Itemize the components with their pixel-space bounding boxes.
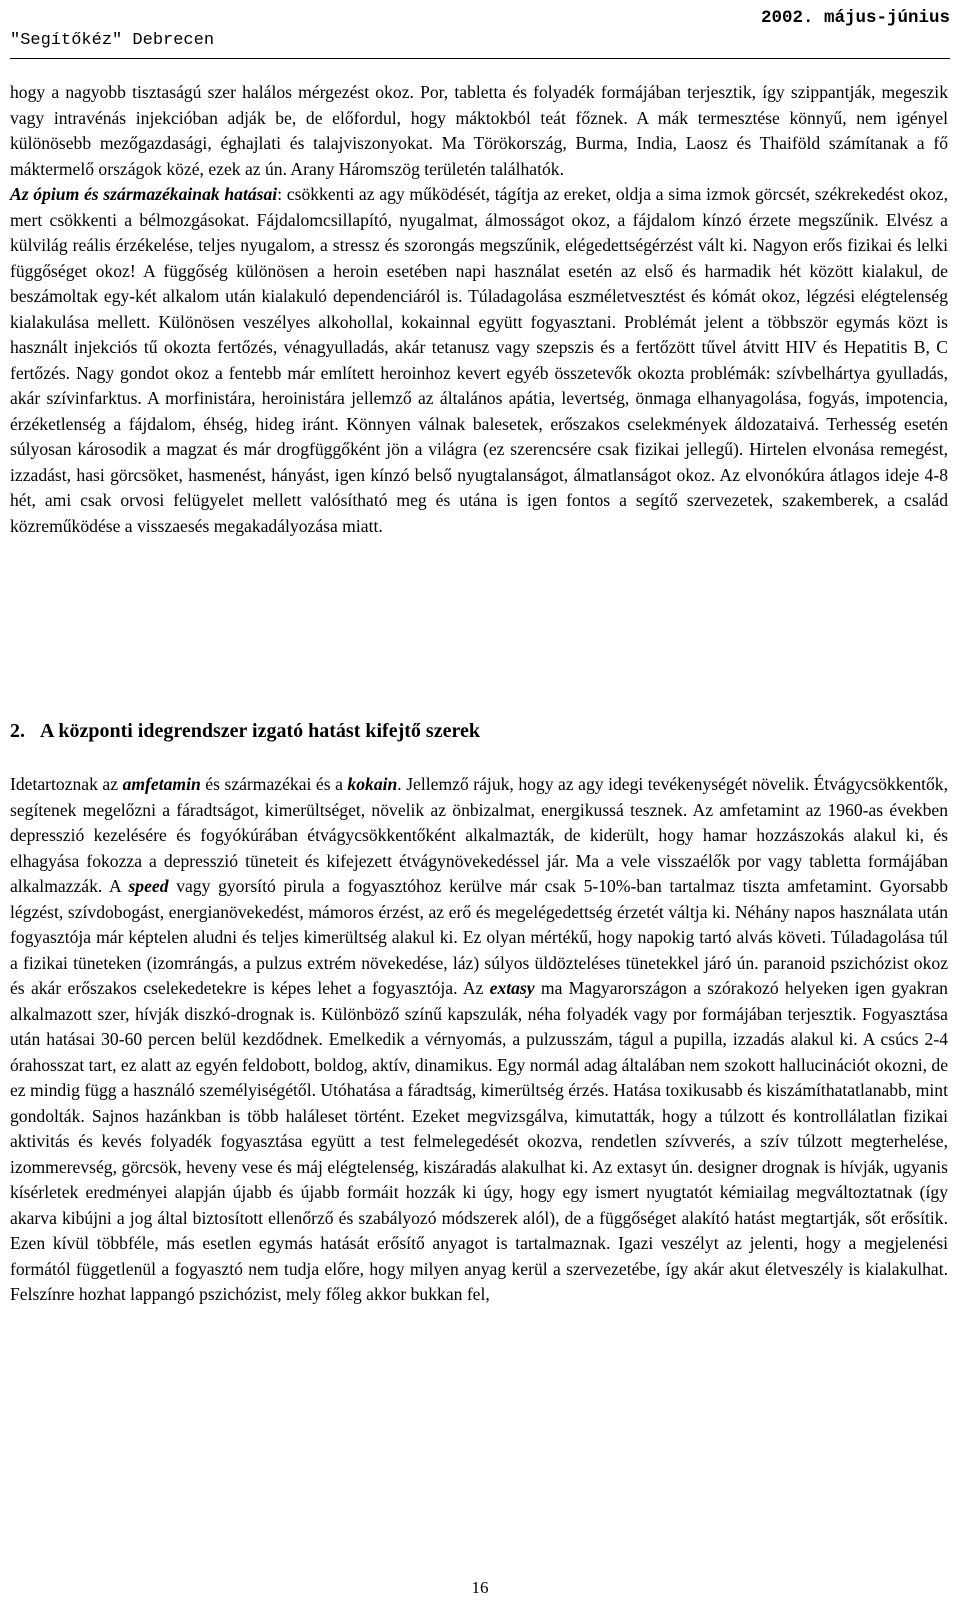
- section-heading: [10, 720, 480, 743]
- paragraph-opium-effects: [10, 182, 948, 539]
- term-kokain: kokain: [347, 774, 398, 794]
- text-run: . Jellemző rájuk, hogy az agy idegi tevékenységét növelik. Étvágycsökkentők, segítenek megelőzni a fáradtságot, kimerültséget, növelik az önbizalmat, energikussá tesznek. Az amfetamint az 1960-as években depresszió kezelésére és fogyókúrában étvágycsökkentőként alkalmazták, de kiderült, hogy hamar hozzászokás alakul ki, és elhagyása fokozza a depresszió tüneteit és kifejezett étvágynövekedéssel jár. Ma a vele visszaélők por vagy tabletta formájában alkalmazzák. A: [10, 774, 948, 896]
- header-publisher: "Segítőkéz" Debrecen: [10, 31, 215, 50]
- text-run: és származékai és a: [200, 774, 348, 794]
- page-number: 16: [471, 1578, 489, 1597]
- text-run: Idetartoznak az: [10, 774, 123, 794]
- section-opium-text: [10, 80, 948, 539]
- header-issue-date: 2002. május-június: [760, 8, 950, 28]
- term-extasy: extasy: [489, 978, 535, 998]
- opium-effects-lead: Az ópium és származékainak hatásai: [10, 184, 278, 204]
- paragraph-stimulants: [10, 772, 948, 1308]
- section-title: A központi idegrendszer izgató hatást kifejtő szerek: [40, 720, 480, 742]
- opium-effects-text: : csökkenti az agy működését, tágítja az ereket, oldja a sima izmok görcsét, székrekedést okoz, mert csökkenti a bélmozgásokat. Fájdalomcsillapító, nyugalmat, álmosságot okoz, a fájdalom kínzó érzete megszűnik. Elvész a külvilág reális érzékelése, teljes nyugalom, a stressz és szorongás megszűnik, elégedettségérzést vált ki. Nagyon erős fizikai és lelki függőséget okoz! A függőség különösen a heroin esetében napi használat esetén az első és harmadik hét között kialakul, de beszámoltak egy-két alkalom után kialakuló dependenciáról is. Túladagolása eszméletvesztést és kómát okoz, légzési elégtelenség kialakulása mellett. Különösen veszélyes alkohollal, kokainnal együtt fogyasztani. Problémát jelent a többször egymás közt is használt injekciós tű okozta fertőzés, vénagyulladás, akár tetanusz vagy szepszis és a fertőzött tűvel átvitt HIV és Hepatitis B, C fertőzés. Nagy gondot okoz a fentebb már említett heroinhoz kevert egyéb összetevők okozta problémák: szívbelhártya gyulladás, akár szívinfarktus. A morfinistára, heroinistára jellemző az általános apátia, levertség, önmaga elhanyagolása, fogyás, impotencia, érzéketlenség a fájdalom, éhség, hideg iránt. Könnyen válnak balesetek, erőszakos cselekmények áldozataivá. Terhesség esetén súlyosan károsodik a magzat és már drogfüggőként jön a világra (ez szerencsére csak fizikai jellegű). Hirtelen elvonása remegést, izzadást, hasi görcsöket, hasmenést, hányást, igen kínzó belső nyugtalanságot, álmatlanságot okoz. Az elvonókúra átlagos ideje 4-8 hét, ami csak orvosi felügyelet mellett valósítható meg és utána is igen fontos a segítő szervezetek, szakemberek, a család közreműködése a visszaesés megakadályozása miatt.: [10, 184, 948, 536]
- page-header: [10, 0, 950, 59]
- section-stimulants-text: [10, 772, 948, 1308]
- text-run: vagy gyorsító pirula a fogyasztóhoz kerülve már csak 5-10%-ban tartalmaz tiszta amfetamint. Gyorsabb légzést, szívdobogást, energianövekedést, mámoros érzést, az erő és megelégedettség érzetét váltja ki. Néhány napos használata után fogyasztója már képtelen aludni és teljes kimerültség alakul ki. Ez olyan mértékű, hogy napokig tartó alvás követi. Túladagolása túl a fizikai tüneteken (izomrángás, a pulzus extrém növekedése, láz) súlyos üldözteléses tünetekkel járó ún. paranoid pszichózist okoz és akár erőszakos cselekedetekre is képes lehet a fogyasztója. Az: [10, 876, 948, 998]
- text-run: ma Magyarországon a szórakozó helyeken igen gyakran alkalmazott szer, hívják diszkó-drognak is. Különböző színű kapszulák, néha folyadék vagy por formájában terjesztik. Fogyasztása után hatásai 30-60 percen belül kezdődnek. Emelkedik a vérnyomás, a pulzusszám, tágul a pupilla, izzadás alakul ki. A csúcs 2-4 órahosszat tart, ez alatt az egyén feldobott, boldog, aktív, dinamikus. Egy normál adag általában nem szokott hallucinációt okozni, de ez mindig függ a használó személyiségétől. Utóhatása a fáradtság, kimerültség érzés. Hatása toxikusabb és kiszámíthatatlanabb, mint gondolták. Sajnos hazánkban is több haláleset történt. Ezeket megvizsgálva, kimutatták, hogy a túlzott és kontrollálatlan fizikai aktivitás és kevés folyadék fogyasztása együtt a test felmelegedését okozva, rendetlen szívverés, a szív túlzott megterhelése, izommerevség, görcsök, heveny vese és máj elégtelenség, kiszáradás alakulhat ki. Az extasyt ún. designer drognak is hívják, ugyanis kísérletek eredményei alapján újabb és újabb formáit hozzák ki úgy, hogy egy ismert nyugtatót kémiailag megváltoztatnak (így akarva kibújni a jog által biztosított ellenőrző és szabályozó módszerek alól), de a függőséget alakító hatást megtartják, sőt erősítik. Ezen kívül többféle, más esetlen egymás hatását erősítő anyagot is tartalmaznak. Igazi veszélyt az jelenti, hogy a megjelenési formától függetlenül a fogyasztó nem tudja előre, hogy milyen anyag kerül a szervezetébe, így akár akut életveszély is kialakulhat. Felszínre hozhat lappangó pszichózist, mely főleg akkor bukkan fel,: [10, 978, 948, 1304]
- paragraph-opium-intro: hogy a nagyobb tisztaságú szer halálos mérgezést okoz. Por, tabletta és folyadék formájában terjesztik, így szippantják, megeszik vagy intravénás injekcióban adják be, de előfordul, hogy máktokból teát főznek. A mák termesztése könnyű, nem igényel különösebb mezőgazdasági, éghajlati és talajviszonyokat. Ma Törökország, Burma, India, Laosz és Thaiföld számítanak a fő máktermelő országok közé, ezek az ún. Arany Háromszög területén találhatók.: [10, 82, 948, 179]
- term-speed: speed: [128, 876, 169, 896]
- section-number: 2.: [10, 720, 25, 742]
- term-amfetamin: amfetamin: [122, 774, 201, 794]
